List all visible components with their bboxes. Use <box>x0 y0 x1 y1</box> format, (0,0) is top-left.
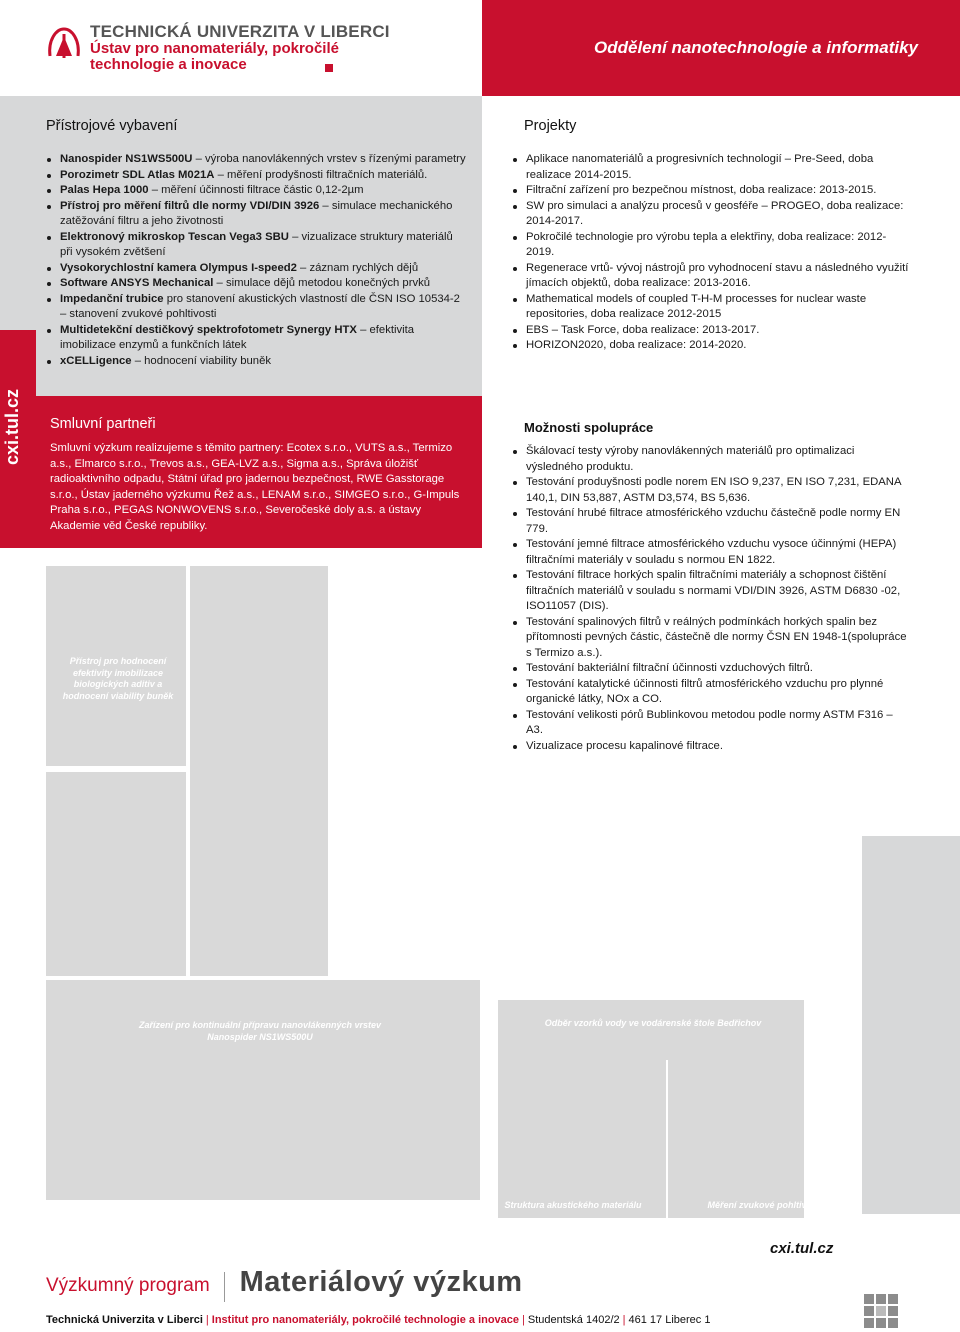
university-logo-icon <box>46 26 82 60</box>
projects-title: Projekty <box>524 118 577 134</box>
list-item: Testování produyšnosti podle norem EN ISO 9,237, EN ISO 7,231, EDANA 140,1, DIN 53,887, ASTM D3,574, BS 5,636. <box>512 475 912 506</box>
partners-title: Smluvní partneři <box>50 416 156 432</box>
list-item: Palas Hepa 1000 – měření účinnosti filtrace částic 0,12-2µm <box>46 183 466 199</box>
list-item: Testování spalinových filtrů v reálných podmínkách horkých spalin bez přítomnosti pevných částic, částečně dle normy ČSN EN 1948-1(spolupráce s Termizo a.s.). <box>512 615 912 662</box>
photo-divider <box>666 1060 668 1220</box>
program-heading <box>46 1266 523 1302</box>
list-item: Pokročilé technologie pro výrobu tepla a elektřiny, doba realizace: 2012-2019. <box>512 230 912 261</box>
list-item: Mathematical models of coupled T-H-M processes for nuclear waste repositories, doba realizace 2012-2015 <box>512 292 912 323</box>
list-item: Aplikace nanomateriálů a progresivních technologií – Pre-Seed, doba realizace 2014-2015. <box>512 152 912 183</box>
list-item: Testování jemné filtrace atmosférického vzduchu vysoce účinnými (HEPA) filtračními materiály v souladu s normou EN 1822. <box>512 537 912 568</box>
list-item: Filtrační zařízení pro bezpečnou místnost, doba realizace: 2013-2015. <box>512 183 912 199</box>
list-item: Vysokorychlostní kamera Olympus I-speed2 – záznam rychlých dějů <box>46 261 466 277</box>
list-item: Nanospider NS1WS500U – výroba nanovlákenných vrstev s řízenými parametry <box>46 152 466 168</box>
site-url[interactable]: cxi.tul.cz <box>770 1240 834 1257</box>
list-item: Testování hrubé filtrace atmosférického vzduchu částečně podle normy EN 779. <box>512 506 912 537</box>
program-divider <box>224 1272 225 1302</box>
footer-institute: Institut pro nanomateriály, pokročilé technologie a inovace <box>211 1314 520 1326</box>
photo-caption: Měření zvukové pohltivosti <box>707 1200 823 1210</box>
list-item: Software ANSYS Mechanical – simulace dějů metodou konečných prvků <box>46 276 466 292</box>
list-item: Vizualizace procesu kapalinové filtrace. <box>512 739 912 755</box>
photo-caption: Pracoviště filtrace <box>216 1202 294 1212</box>
photo-caption: Zařízení pro kontinuální přípravu nanovlákenných vrstev Nanospider NS1WS500U <box>138 1020 382 1042</box>
photo-caption: Odběr vzorků vody ve vodárenské štole Bedřichov <box>544 1018 762 1028</box>
equipment-list <box>46 152 466 369</box>
footer: Technická Univerzita v Liberci | Institut pro nanomateriály, pokročilé technologie a inovace | Studentská 1402/2 | 461 17 Liberec 1 <box>46 1314 711 1326</box>
list-item: Škálovací testy výroby nanovlákenných materiálů pro optimalizaci výsledného produktu. <box>512 444 912 475</box>
cooperation-title: Možnosti spolupráce <box>524 420 654 435</box>
grid-logo-icon <box>864 1294 898 1328</box>
list-item: xCELLigence – hodnocení viability buněk <box>46 354 466 370</box>
list-item: Testování velikosti pórů Bublinkovou metodou podle normy ASTM F316 – A3. <box>512 708 912 739</box>
list-item: HORIZON2020, doba realizace: 2014-2020. <box>512 338 912 354</box>
list-item: Testování bakteriální filtrační účinnosti vzduchových filtrů. <box>512 661 912 677</box>
list-item: Impedanční trubice pro stanovení akustických vlastností dle ČSN ISO 10534-2 – stanovení zvukové pohltivosti <box>46 292 466 323</box>
photo-caption: Přístroj pro hodnocení efektivity imobilizace biologických aditiv a hodnocení viability buněk <box>62 656 174 701</box>
university-name: TECHNICKÁ UNIVERZITA V LIBERCI <box>90 22 390 41</box>
cooperation-list <box>512 444 912 754</box>
list-item: Multidetekční destičkový spektrofotometr Synergy HTX – efektivita imobilizace enzymů a funkčních látek <box>46 323 466 354</box>
side-url[interactable]: cxi.tul.cz <box>2 388 22 466</box>
equipment-title: Přístrojové vybavení <box>46 118 178 134</box>
photo-caption: Struktura akustického materiálu <box>504 1200 642 1210</box>
projects-list <box>512 152 912 354</box>
list-item: Elektronový mikroskop Tescan Vega3 SBU – vizualizace struktury materiálů při vysokém zvětšení <box>46 230 466 261</box>
partners-text: Smluvní výzkum realizujeme s těmito partnery: Ecotex s.r.o., VUTS a.s., Termizo a.s., Elmarco s.r.o., Trevos a.s., GEA-LVZ a.s., Sigma a.s., Správa úložišť radioaktivního odpadu, Státní úřad pro jadernou bezpečnost, RWE Gasstorage s.r.o., Ústav jaderného výzkumu Řež a.s., LENAM s.r.o., SIMGEO s.r.o., G-Impuls Praha s.r.o., PEGAS NONWOVENS s.r.o., Severočeské doly a.s. a ústavy Akademie věd České republiky. <box>50 442 460 532</box>
footer-city: 461 17 Liberec 1 <box>628 1314 711 1326</box>
footer-address: Studentská 1402/2 <box>527 1314 620 1326</box>
footer-university: Technická Univerzita v Liberci <box>46 1314 203 1326</box>
institute-name: Ústav pro nanomateriály, pokročilé technologie a inovace <box>90 40 339 73</box>
list-item: EBS – Task Force, doba realizace: 2013-2017. <box>512 323 912 339</box>
list-item: Porozimetr SDL Atlas M021A – měření prodyšnosti filtračních materiálů. <box>46 168 466 184</box>
photo-nanospider <box>190 566 328 976</box>
list-item: SW pro simulaci a analýzu procesů v geosféře – PROGEO, doba realizace: 2014-2017. <box>512 199 912 230</box>
list-item: Regenerace vrtů- vývoj nástrojů pro vyhodnocení stavu a následného využití jímacích objektů, doba realizace: 2013-2016. <box>512 261 912 292</box>
department-title: Oddělení nanotechnologie a informatiky <box>594 38 918 57</box>
side-gray-block <box>862 836 960 1214</box>
program-name: Materiálový výzkum <box>239 1266 523 1298</box>
photo-filtration-lab <box>46 980 480 1200</box>
photo-filtration <box>46 772 186 976</box>
program-label: Výzkumný program <box>46 1275 210 1296</box>
list-item: Testování filtrace horkých spalin filtračními materiály a schopnost čištění filtračních materiálů v souladu s normami VDI/DIN 3926, ASTM D6830 -02, ISO11057 (DIS). <box>512 568 912 615</box>
brand-square-icon <box>325 64 333 72</box>
list-item: Přístroj pro měření filtrů dle normy VDI/DIN 3926 – simulace mechanického zatěžování filtru a jeho životnosti <box>46 199 466 230</box>
photo-water-sampling <box>498 1000 804 1218</box>
list-item: Testování katalytické účinnosti filtrů atmosférického vzduchu pro plynné organické látky, NOx a CO. <box>512 677 912 708</box>
